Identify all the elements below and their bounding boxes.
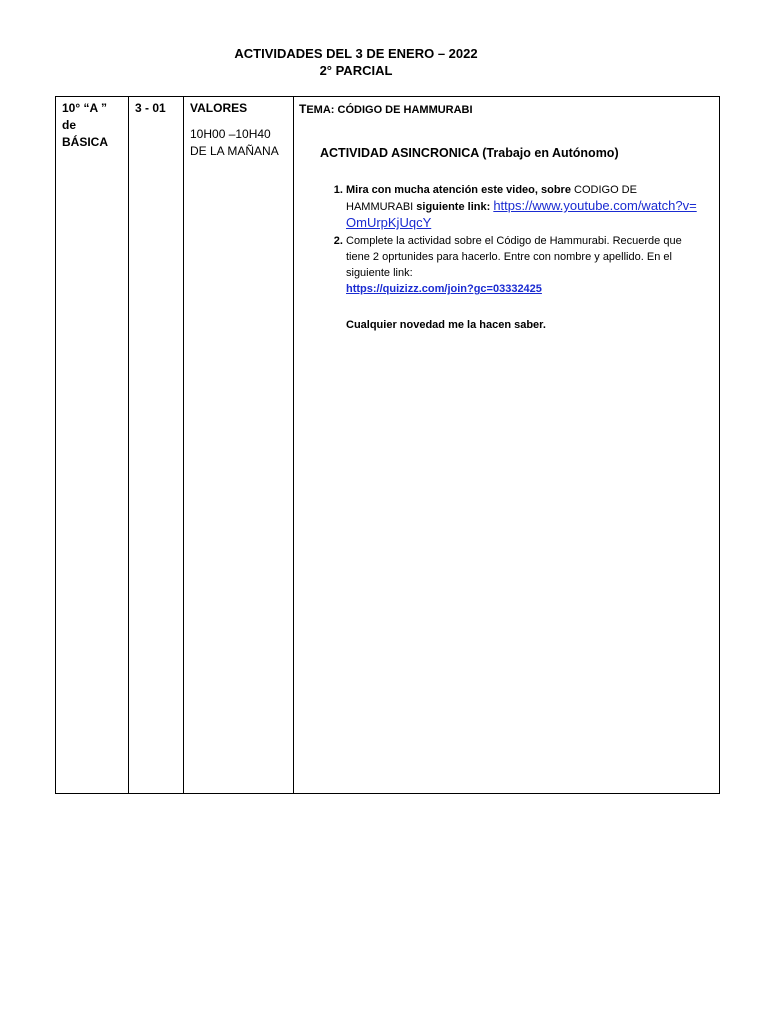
grade-label: 10° “A ” (62, 101, 108, 115)
video-topic: CODIGO DE HAMMURABI (346, 184, 637, 213)
subject-cell (184, 97, 294, 794)
grade-level: BÁSICA (62, 135, 109, 149)
list-item: 1. Mira con mucha atención este video, sobre CODIGO DE HAMMURABI siguiente link: https://www.youtube.com/watch?v=OmUrpKjUqcY (346, 182, 705, 232)
table-row (56, 97, 720, 794)
grade-de: de (62, 118, 77, 132)
content-cell (294, 97, 720, 794)
quizizz-link[interactable]: https://quizizz.com/join?gc=03332425 (346, 283, 542, 295)
time-period: DE LA MAÑANA (190, 144, 279, 158)
closing-note: Cualquier novedad me la hacen saber. (346, 319, 546, 331)
theme-heading: TEMA: CÓDIGO DE HAMMURABI (299, 102, 473, 116)
document-subtitle: 2° PARCIAL (319, 63, 393, 78)
subject-name: VALORES (190, 101, 248, 115)
document-title: ACTIVIDADES DEL 3 DE ENERO – 2022 (234, 46, 478, 61)
youtube-link[interactable]: https://www.youtube.com/watch?v=OmUrpKjUqcY (346, 198, 697, 230)
code-cell (129, 97, 184, 794)
quiz-instructions: Complete la actividad sobre el Código de Hammurabi. Recuerde que tiene 2 oprtunides para hacerlo. Entre con nombre y apellido. En el siguiente link: (346, 235, 682, 279)
activity-table (55, 96, 720, 794)
activity-title: ACTIVIDAD ASINCRONICA (Trabajo en Autónomo) (320, 146, 619, 160)
class-code: 3 - 01 (135, 101, 166, 115)
steps-list (294, 182, 719, 297)
grade-cell (56, 97, 129, 794)
list-item (346, 233, 705, 297)
time-range: 10H00 –10H40 (190, 127, 271, 141)
